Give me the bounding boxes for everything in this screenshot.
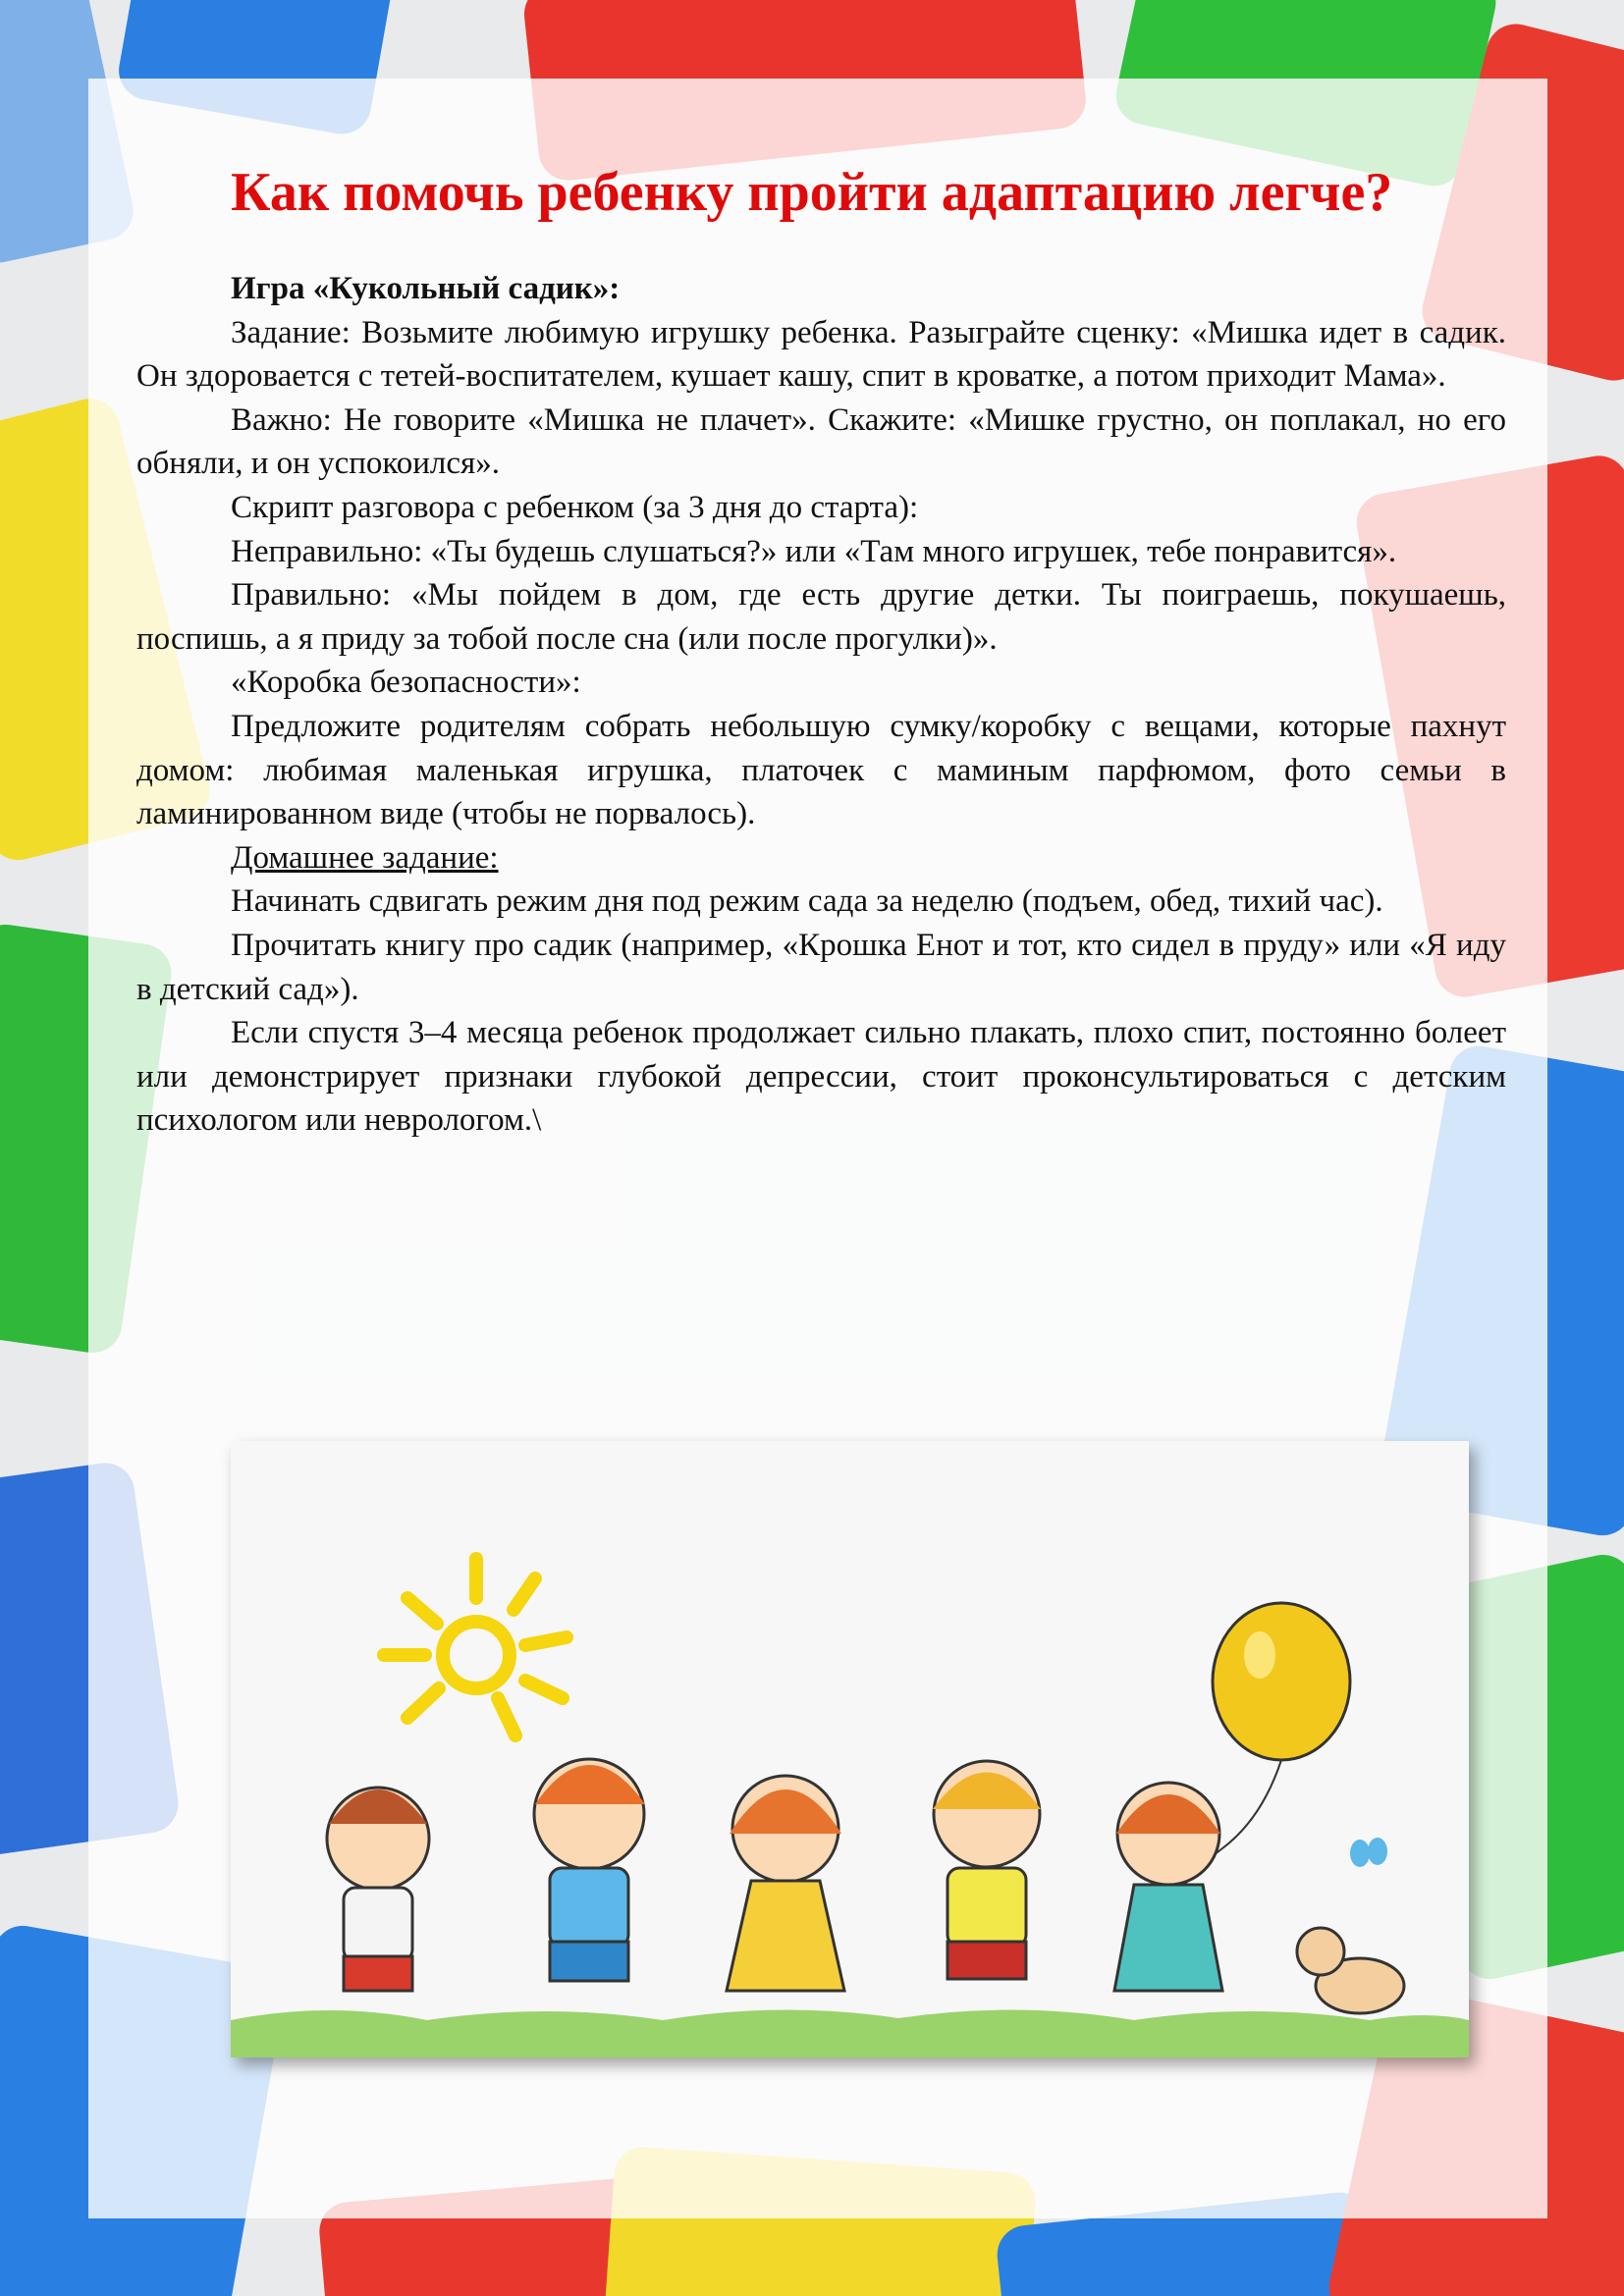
paragraph-script-heading: Скрипт разговора с ребенком (за 3 дня до старта):: [231, 489, 919, 525]
children-illustration: [231, 1441, 1469, 2057]
paragraph-consult: Если спустя 3–4 месяца ребенок продолжает сильно плакать, плохо спит, постоянно болеет или демонстрирует признаки глубокой депрессии, стоит проконсультироваться с детским психологом или неврологом.\: [136, 1015, 1506, 1139]
page-title: Как помочь ребенку пройти адаптацию легче?: [231, 162, 1393, 223]
paragraph-schedule: Начинать сдвигать режим дня под режим сада за неделю (подъем, обед, тихий час).: [231, 883, 1383, 920]
paragraph-book: Прочитать книгу про садик (например, «Крошка Енот и тот, кто сидел в пруду» или «Я иду в детский сад»).: [136, 927, 1506, 1007]
paragraph-safety-box-heading: «Коробка безопасности»:: [231, 665, 581, 701]
paragraph-task: Задание: Возьмите любимую игрушку ребенка. Разыграйте сценку: «Мишка идет в садик. Он здоровается с тетей-воспитателем, кушает кашу, спит в кроватке, а потом приходит Мама».: [136, 314, 1506, 395]
section-heading-game: Игра «Кукольный садик»:: [231, 271, 621, 306]
homework-heading-text: Домашнее задание:: [231, 839, 499, 876]
paragraph-wrong: Неправильно: «Ты будешь слушаться?» или «Там много игрушек, тебе понравится».: [231, 533, 1397, 569]
body-text: [136, 267, 1506, 1143]
paragraph-safety-box: Предложите родителям собрать небольшую сумку/коробку с вещами, которые пахнут домом: любимая маленькая игрушка, платочек с маминым парфюмом, фото семьи в ламинированном виде (чтобы не порвалось).: [136, 708, 1506, 832]
paragraph-important: Важно: Не говорите «Мишка не плачет». Скажите: «Мишке грустно, он поплакал, но его обняли, и он успокоился».: [136, 401, 1506, 482]
paragraph-right: Правильно: «Мы пойдем в дом, где есть другие детки. Ты поиграешь, покушаешь, поспишь, а я приду за тобой после сна (или после прогулки)».: [136, 577, 1506, 657]
paragraph-homework-heading: [136, 836, 1506, 881]
